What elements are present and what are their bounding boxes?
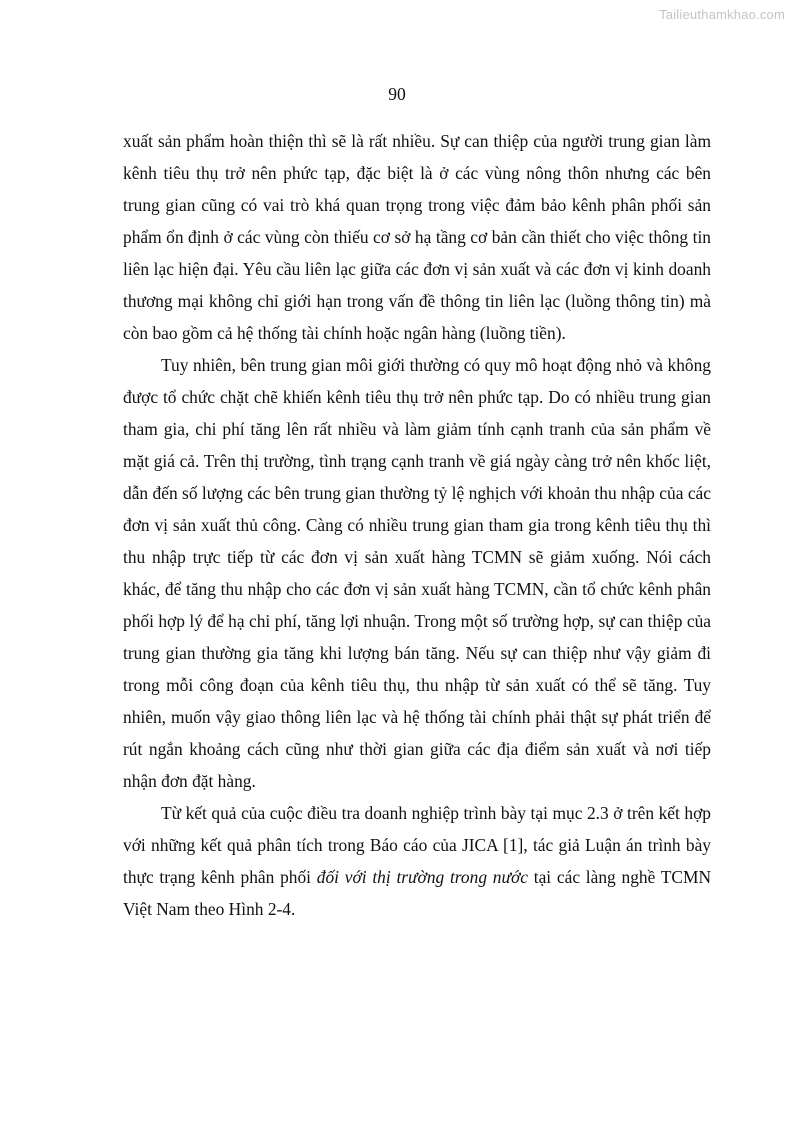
paragraph-3-text: Từ kết quả của cuộc điều tra doanh nghiệp trình bày tại mục 2.3 ở trên kết hợp với những kết quả phân tích trong Báo cáo của JICA [1], tác giả Luận án trình bày thực trạng kênh phân phối	[123, 803, 711, 887]
page-number: 90	[388, 84, 406, 104]
document-body	[123, 125, 711, 925]
paragraph-1: xuất sản phẩm hoàn thiện thì sẽ là rất nhiều. Sự can thiệp của người trung gian làm kênh tiêu thụ trở nên phức tạp, đặc biệt là ở các vùng nông thôn nhưng các bên trung gian cũng có vai trò khá quan trọng trong việc đảm bảo kênh phân phối sản phẩm ổn định ở các vùng còn thiếu cơ sở hạ tầng cơ bản cần thiết cho việc thông tin liên lạc hiện đại. Yêu cầu liên lạc giữa các đơn vị sản xuất và các đơn vị kinh doanh thương mại không chỉ giới hạn trong vấn đề thông tin liên lạc (luồng thông tin) mà còn bao gồm cả hệ thống tài chính hoặc ngân hàng (luồng tiền).	[123, 131, 711, 343]
paragraph-3	[123, 797, 711, 925]
paragraph-2: Tuy nhiên, bên trung gian môi giới thường có quy mô hoạt động nhỏ và không được tổ chức chặt chẽ khiến kênh tiêu thụ trở nên phức tạp. Do có nhiều trung gian tham gia, chi phí tăng lên rất nhiều và làm giảm tính cạnh tranh của sản phẩm về mặt giá cả. Trên thị trường, tình trạng cạnh tranh về giá ngày càng trở nên khốc liệt, dẫn đến số lượng các bên trung gian thường tỷ lệ nghịch với khoản thu nhập của các đơn vị sản xuất thủ công. Càng có nhiều trung gian tham gia trong kênh tiêu thụ thì thu nhập trực tiếp từ các đơn vị sản xuất hàng TCMN sẽ giảm xuống. Nói cách khác, để tăng thu nhập cho các đơn vị sản xuất hàng TCMN, cần tổ chức kênh phân phối hợp lý để hạ chi phí, tăng lợi nhuận. Trong một số trường hợp, sự can thiệp của trung gian thường gia tăng khi lượng bán tăng. Nếu sự can thiệp như vậy giảm đi trong mỗi công đoạn của kênh tiêu thụ, thu nhập từ sản xuất có thể sẽ tăng. Tuy nhiên, muốn vậy giao thông liên lạc và hệ thống tài chính phải thật sự phát triển để rút ngắn khoảng cách cũng như thời gian giữa các địa điểm sản xuất và nơi tiếp nhận đơn đặt hàng.	[123, 355, 711, 791]
paragraph-3-text-end: tại các làng nghề TCMN Việt Nam theo Hình 2-4.	[123, 867, 711, 919]
paragraph-3-emphasis: đối với thị trường trong nước	[316, 867, 528, 887]
watermark: Tailieuthamkhao.com	[659, 7, 785, 22]
